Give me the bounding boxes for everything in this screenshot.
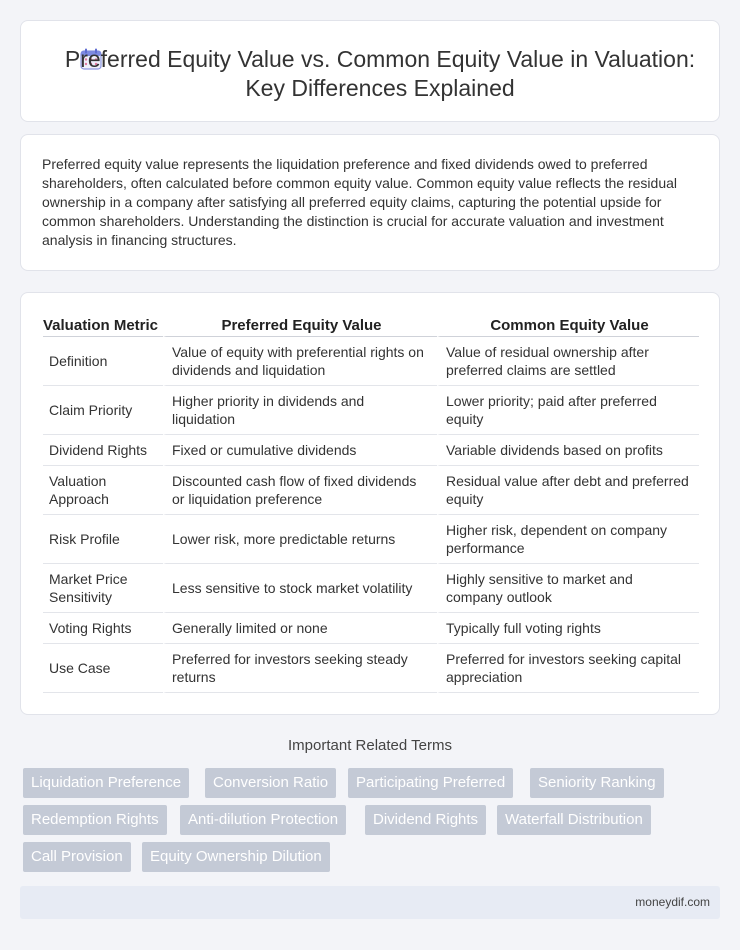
common-cell: Value of residual ownership after preferred claims are settled <box>437 337 699 386</box>
related-term-tag[interactable]: Redemption Rights <box>23 805 167 835</box>
header-preferred-equity: Preferred Equity Value <box>163 317 437 337</box>
table-header-row <box>43 317 699 337</box>
preferred-cell: Preferred for investors seeking steady returns <box>163 644 437 693</box>
header-valuation-metric: Valuation Metric <box>43 317 163 337</box>
common-cell: Variable dividends based on profits <box>437 435 699 466</box>
table-row <box>43 386 699 435</box>
preferred-cell: Discounted cash flow of fixed dividends or liquidation preference <box>163 466 437 515</box>
footer-site-link[interactable]: moneydif.com <box>635 895 710 909</box>
preferred-cell: Generally limited or none <box>163 613 437 644</box>
common-cell: Preferred for investors seeking capital appreciation <box>437 644 699 693</box>
metric-cell: Voting Rights <box>43 613 163 644</box>
table-row <box>43 337 699 386</box>
related-term-tag[interactable]: Equity Ownership Dilution <box>142 842 330 872</box>
table-row <box>43 515 699 564</box>
footer <box>20 886 720 919</box>
related-terms-heading: Important Related Terms <box>288 737 452 754</box>
comparison-card <box>20 292 720 715</box>
preferred-cell: Value of equity with preferential rights on dividends and liquidation <box>163 337 437 386</box>
preferred-cell: Lower risk, more predictable returns <box>163 515 437 564</box>
preferred-cell: Higher priority in dividends and liquidation <box>163 386 437 435</box>
metric-cell: Claim Priority <box>43 386 163 435</box>
related-term-tag[interactable]: Liquidation Preference <box>23 768 189 798</box>
metric-cell: Use Case <box>43 644 163 693</box>
table-row <box>43 644 699 693</box>
common-cell: Lower priority; paid after preferred equity <box>437 386 699 435</box>
metric-cell: Dividend Rights <box>43 435 163 466</box>
intro-card <box>20 134 720 271</box>
table-row <box>43 435 699 466</box>
preferred-cell: Fixed or cumulative dividends <box>163 435 437 466</box>
metric-cell: Definition <box>43 337 163 386</box>
common-cell: Highly sensitive to market and company outlook <box>437 564 699 613</box>
related-term-tag[interactable]: Anti-dilution Protection <box>180 805 346 835</box>
common-cell: Higher risk, dependent on company performance <box>437 515 699 564</box>
common-cell: Typically full voting rights <box>437 613 699 644</box>
title-card <box>20 20 720 122</box>
related-term-tag[interactable]: Seniority Ranking <box>530 768 664 798</box>
page-title: Preferred Equity Value vs. Common Equity Value in Valuation: Key Differences Explained <box>64 46 696 101</box>
metric-cell: Risk Profile <box>43 515 163 564</box>
common-cell: Residual value after debt and preferred equity <box>437 466 699 515</box>
metric-cell: Market Price Sensitivity <box>43 564 163 613</box>
related-term-tag[interactable]: Waterfall Distribution <box>497 805 651 835</box>
header-common-equity: Common Equity Value <box>437 317 699 337</box>
preferred-cell: Less sensitive to stock market volatility <box>163 564 437 613</box>
table-row <box>43 613 699 644</box>
table-row <box>43 564 699 613</box>
table-row <box>43 466 699 515</box>
intro-paragraph: Preferred equity value represents the liquidation preference and fixed dividends owed to preferred shareholders, often calculated before common equity value. Common equity value reflects the residual ownership in a company after satisfying all preferred equity claims, capturing the potential upside for common shareholders. Understanding the distinction is crucial for accurate valuation and investment analysis in financing structures. <box>42 156 678 248</box>
related-term-tag[interactable]: Call Provision <box>23 842 131 872</box>
related-term-tag[interactable]: Dividend Rights <box>365 805 486 835</box>
metric-cell: Valuation Approach <box>43 466 163 515</box>
comparison-table <box>43 317 699 693</box>
related-term-tag[interactable]: Conversion Ratio <box>205 768 336 798</box>
related-term-tag[interactable]: Participating Preferred <box>348 768 513 798</box>
